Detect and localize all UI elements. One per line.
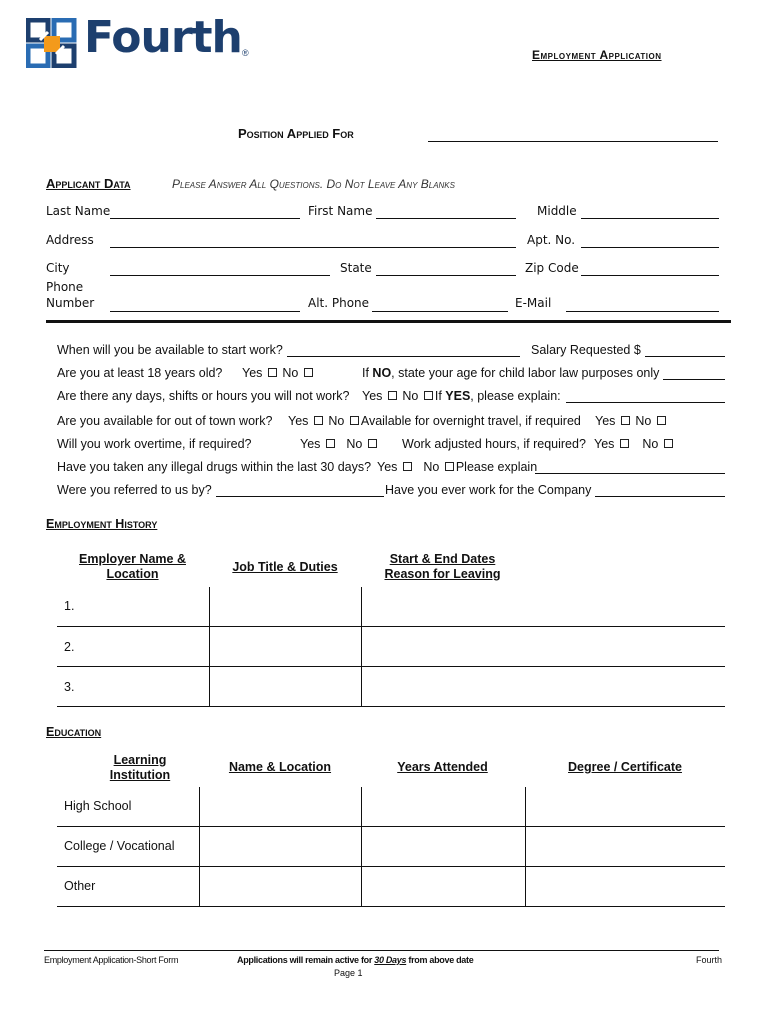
address-field[interactable]: [110, 247, 516, 248]
last-name-label: Last Name: [46, 204, 111, 218]
adjusted-yes-label: Yes: [594, 437, 615, 451]
footer-center-prefix: Applications will remain active for: [237, 955, 375, 965]
drugs-explain-field[interactable]: [535, 473, 725, 474]
age-if-no-prefix: If: [362, 366, 373, 380]
days-if-yes-suffix: , please explain:: [470, 389, 561, 403]
education-row-label: High School: [64, 799, 132, 813]
age-no-checkbox[interactable]: [304, 368, 313, 377]
out-of-town-yes-checkbox[interactable]: [314, 416, 323, 425]
overnight-yes-label: Yes: [595, 414, 616, 428]
employment-row-number: 3.: [64, 680, 75, 694]
age-if-no-suffix: , state your age for child labor law purposes only: [391, 366, 660, 380]
drugs-yes-label: Yes: [377, 460, 398, 474]
education-col-years: Years Attended: [397, 760, 488, 774]
education-row-label: Other: [64, 879, 96, 893]
worked-before-field[interactable]: [595, 496, 725, 497]
out-of-town-yes-label: Yes: [288, 414, 309, 428]
days-no-label: No: [402, 389, 419, 403]
footer-left: Employment Application-Short Form: [44, 955, 179, 965]
overtime-question: Will you work overtime, if required?: [57, 437, 252, 451]
brand-registered-mark: ®: [242, 48, 249, 58]
address-label: Address: [46, 233, 94, 247]
fourth-logo-icon: [26, 18, 78, 68]
adjusted-question: Work adjusted hours, if required?: [402, 437, 586, 451]
age-yes-checkbox[interactable]: [268, 368, 277, 377]
overtime-options: [300, 437, 379, 451]
overnight-yes-checkbox[interactable]: [621, 416, 630, 425]
city-label: City: [46, 261, 70, 275]
position-applied-label: Position Applied For: [238, 126, 354, 141]
drugs-no-label: No: [423, 460, 440, 474]
days-explain-field[interactable]: [566, 402, 725, 403]
footer-center: [237, 955, 473, 965]
alt-phone-field[interactable]: [372, 311, 508, 312]
adjusted-no-checkbox[interactable]: [664, 439, 673, 448]
first-name-label: First Name: [308, 204, 373, 218]
education-col-name-location: Name & Location: [228, 760, 332, 774]
education-col-degree: Degree / Certificate: [568, 760, 682, 774]
overnight-no-label: No: [635, 414, 652, 428]
days-question: Are there any days, shifts or hours you will not work?: [57, 389, 350, 403]
days-options: [362, 389, 561, 403]
last-name-field[interactable]: [110, 218, 300, 219]
employment-col-dates: [370, 552, 515, 582]
age-if-no-text: [362, 366, 659, 380]
referred-field[interactable]: [216, 496, 384, 497]
age-yes-label: Yes: [242, 366, 263, 380]
employment-col-employer: Employer Name & Location: [79, 552, 186, 581]
age-if-no-bold: NO: [372, 366, 392, 380]
out-of-town-question: Are you available for out of town work?: [57, 414, 273, 428]
age-no-label: No: [282, 366, 299, 380]
employment-row-number: 1.: [64, 599, 75, 613]
applicant-section-title: Applicant Data: [46, 176, 131, 191]
available-question: When will you be available to start work?: [57, 343, 283, 357]
days-yes-checkbox[interactable]: [388, 391, 397, 400]
employment-col-dates-label: Start & End Dates: [389, 552, 496, 566]
city-field[interactable]: [110, 275, 330, 276]
out-of-town-no-label: No: [328, 414, 345, 428]
first-name-field[interactable]: [376, 218, 516, 219]
form-title: Employment Application: [532, 48, 662, 62]
available-field[interactable]: [287, 356, 520, 357]
middle-label: Middle: [537, 204, 577, 218]
age-options: [242, 366, 315, 380]
phone-label-line2: Number: [46, 296, 95, 310]
overnight-options: [595, 414, 668, 428]
zip-field[interactable]: [581, 275, 719, 276]
employment-section-title: Employment History: [46, 517, 158, 531]
email-field[interactable]: [566, 311, 719, 312]
footer-divider: [44, 950, 719, 951]
drugs-yes-checkbox[interactable]: [403, 462, 412, 471]
alt-phone-label: Alt. Phone: [308, 296, 370, 310]
overnight-no-checkbox[interactable]: [657, 416, 666, 425]
overtime-no-checkbox[interactable]: [368, 439, 377, 448]
overtime-yes-checkbox[interactable]: [326, 439, 335, 448]
adjusted-options: [594, 437, 675, 451]
out-of-town-options: [288, 414, 581, 428]
phone-label-line1: Phone: [46, 280, 84, 294]
email-label: E-Mail: [515, 296, 552, 310]
apt-field[interactable]: [581, 247, 719, 248]
section-divider: [46, 320, 731, 323]
overtime-yes-label: Yes: [300, 437, 321, 451]
applicant-instruction: Please Answer All Questions. Do Not Leave Any Blanks: [172, 177, 455, 191]
days-if-yes-bold: YES: [445, 389, 471, 403]
education-col-institution: Learning Institution: [109, 753, 171, 782]
zip-label: Zip Code: [525, 261, 579, 275]
education-section-title: Education: [46, 725, 102, 739]
apt-label: Apt. No.: [527, 233, 576, 247]
drugs-explain-label: Please explain: [455, 460, 538, 474]
education-row-label: College / Vocational: [64, 839, 175, 853]
drugs-no-checkbox[interactable]: [445, 462, 454, 471]
employment-col-job-title: Job Title & Duties: [232, 560, 338, 574]
footer-center-days: 30 Days: [374, 955, 407, 965]
referred-question: Were you referred to us by?: [57, 483, 212, 497]
employment-row-number: 2.: [64, 640, 75, 654]
middle-field[interactable]: [581, 218, 719, 219]
phone-field[interactable]: [110, 311, 300, 312]
overtime-no-label: No: [346, 437, 363, 451]
employment-col-reason-label: Reason for Leaving: [384, 567, 501, 581]
worked-before-question: Have you ever work for the Company: [385, 483, 592, 497]
state-field[interactable]: [376, 275, 516, 276]
age-field[interactable]: [663, 379, 725, 380]
position-applied-field[interactable]: [428, 141, 718, 142]
footer-page-number: Page 1: [334, 968, 363, 978]
brand-name: Fourth: [84, 12, 242, 63]
out-of-town-no-checkbox[interactable]: [350, 416, 359, 425]
age-question: Are you at least 18 years old?: [57, 366, 223, 380]
footer-center-suffix: from above date: [406, 955, 474, 965]
company-logo: [26, 12, 256, 70]
footer-right: Fourth: [696, 955, 723, 965]
salary-field[interactable]: [645, 356, 725, 357]
drugs-options: [377, 460, 537, 474]
drugs-question: Have you taken any illegal drugs within the last 30 days?: [57, 460, 372, 474]
days-yes-label: Yes: [362, 389, 383, 403]
adjusted-yes-checkbox[interactable]: [620, 439, 629, 448]
adjusted-no-label: No: [642, 437, 659, 451]
days-if-yes-prefix: If: [434, 389, 446, 403]
salary-label: Salary Requested $: [531, 343, 641, 357]
days-no-checkbox[interactable]: [424, 391, 433, 400]
state-label: State: [340, 261, 372, 275]
overnight-question: Available for overnight travel, if required: [360, 414, 581, 428]
